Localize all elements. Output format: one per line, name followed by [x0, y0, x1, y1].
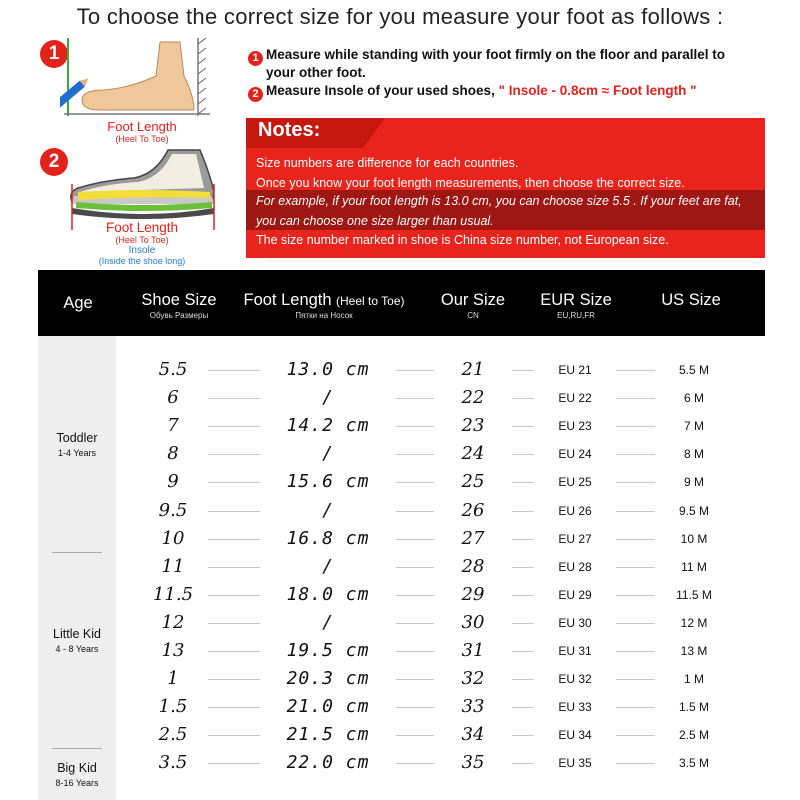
- instruction-1-line2: your other foot.: [266, 65, 366, 80]
- header-age: Age: [63, 294, 93, 312]
- us-size-cell: 7 M: [683, 419, 704, 434]
- note-line-1: Size numbers are difference for each countries.: [256, 156, 519, 170]
- insole-label: Insole: [128, 245, 156, 256]
- note-line-4: you can choose one size larger than usual.: [256, 214, 494, 228]
- row-dash-line: [512, 482, 534, 483]
- cn-size-cell: 27: [461, 527, 485, 549]
- eu-size-cell: EU 22: [558, 391, 592, 406]
- heel-to-toe-label-2: (Heel To Toe): [115, 235, 169, 245]
- header-our-size-sub: CN: [467, 311, 479, 320]
- row-dash-line: [208, 595, 260, 596]
- row-dash-line: [616, 370, 655, 371]
- eu-size-cell: EU 26: [558, 503, 592, 518]
- row-dash-line: [512, 763, 534, 764]
- row-dash-line: [208, 511, 260, 512]
- row-dash-line: [208, 763, 260, 764]
- row-dash-line: [208, 398, 260, 399]
- row-dash-line: [396, 651, 434, 652]
- foot-length-cell: /: [322, 499, 334, 521]
- header-us-size: US Size: [661, 291, 721, 309]
- us-size-cell: 13 M: [680, 644, 708, 658]
- foot-length-cell: 18.0 cm: [286, 583, 370, 605]
- header-eur-size-sub: EU,RU,FR: [557, 311, 595, 320]
- note-line-2: Once you know your foot length measurements, then choose the correct size.: [256, 176, 685, 190]
- foot-length-cell: /: [322, 443, 334, 465]
- shoe-size-cell: 9.5: [158, 499, 188, 521]
- cn-size-cell: 22: [461, 387, 485, 409]
- table-row: [116, 525, 765, 553]
- instruction-2-formula: " Insole - 0.8cm ≈ Foot length ": [498, 83, 697, 98]
- header-eur-size-label: EUR Size: [540, 291, 612, 309]
- row-dash-line: [396, 511, 434, 512]
- row-dash-line: [616, 763, 655, 764]
- header-foot-length-sub: Пятки на Носок: [295, 311, 353, 320]
- eu-size-cell: EU 24: [558, 447, 592, 462]
- age-divider: [52, 748, 102, 749]
- eu-size-cell: EU 35: [558, 756, 592, 771]
- foot-length-label-2: Foot Length: [105, 220, 179, 235]
- shoe-size-cell: 11: [161, 555, 185, 577]
- eu-size-cell: EU 25: [558, 475, 592, 490]
- row-dash-line: [512, 623, 534, 624]
- cn-size-cell: 29: [461, 583, 485, 605]
- foot-length-cell: /: [322, 387, 334, 409]
- age-group-name: Little Kid: [53, 627, 101, 641]
- table-row: [116, 665, 765, 693]
- us-size-cell: 5.5 M: [678, 363, 709, 377]
- foot-length-cell: 16.8 cm: [286, 527, 370, 549]
- us-size-cell: 3.5 M: [678, 756, 709, 771]
- row-dash-line: [616, 482, 655, 483]
- age-group-name: Toddler: [56, 431, 98, 445]
- shoe-size-cell: 13: [161, 640, 185, 661]
- cn-size-cell: 28: [461, 555, 485, 577]
- us-size-cell: 6 M: [683, 391, 704, 406]
- foot-length-cell: 21.5 cm: [286, 724, 370, 746]
- header-shoe-size-sub: Обувь Размеры: [149, 311, 209, 320]
- table-row: [116, 356, 765, 384]
- insole-illustration: [64, 144, 224, 230]
- row-dash-line: [396, 567, 434, 568]
- header-foot-length-label: Foot Length: [243, 291, 332, 309]
- row-dash-line: [512, 679, 534, 680]
- row-dash-line: [208, 735, 260, 736]
- row-dash-line: [208, 679, 260, 680]
- cn-size-cell: 34: [461, 724, 485, 746]
- cn-size-cell: 23: [461, 415, 485, 437]
- row-dash-line: [396, 370, 434, 371]
- shoe-size-cell: 1.5: [158, 696, 188, 718]
- foot-length-cell: 15.6 cm: [286, 471, 370, 493]
- row-dash-line: [396, 623, 434, 624]
- us-size-cell: 9 M: [683, 475, 704, 490]
- age-group-years: 4 - 8 Years: [55, 644, 99, 654]
- foot-shape: [82, 42, 194, 110]
- heel-to-toe-label-1: (Heel To Toe): [115, 134, 169, 144]
- eu-size-cell: EU 32: [558, 672, 592, 687]
- table-row: [116, 637, 765, 665]
- row-dash-line: [208, 651, 260, 652]
- foot-length-cell: 21.0 cm: [286, 696, 370, 718]
- age-divider: [52, 552, 102, 553]
- foot-measure-illustration: [60, 36, 220, 120]
- row-dash-line: [396, 735, 434, 736]
- row-dash-line: [208, 482, 260, 483]
- us-size-cell: 10 M: [680, 531, 708, 546]
- row-dash-line: [396, 482, 434, 483]
- row-dash-line: [512, 426, 534, 427]
- row-dash-line: [616, 567, 655, 568]
- row-dash-line: [616, 707, 655, 708]
- notes-tab-slant: [363, 118, 385, 148]
- age-group-little-kid: [38, 627, 116, 654]
- us-size-cell: 2.5 M: [678, 728, 709, 743]
- row-dash-line: [512, 539, 534, 540]
- step-1-badge: 1: [40, 40, 68, 68]
- row-dash-line: [396, 763, 434, 764]
- foot-length-cell: 14.2 cm: [286, 415, 370, 437]
- notes-label: Notes:: [246, 118, 364, 148]
- instruction-1-badge: 1: [248, 51, 263, 66]
- row-dash-line: [512, 454, 534, 455]
- table-row: [116, 384, 765, 412]
- row-dash-line: [208, 454, 260, 455]
- row-dash-line: [616, 679, 655, 680]
- eu-size-cell: EU 29: [558, 587, 592, 602]
- row-dash-line: [208, 567, 260, 568]
- instruction-1-line1: [248, 46, 725, 66]
- row-dash-line: [512, 595, 534, 596]
- table-row: [116, 581, 765, 609]
- us-size-cell: 12 M: [680, 615, 708, 630]
- row-dash-line: [512, 735, 534, 736]
- row-dash-line: [512, 567, 534, 568]
- eu-size-cell: EU 33: [558, 700, 592, 715]
- cn-size-cell: 21: [461, 359, 485, 380]
- foot-length-cell: 13.0 cm: [286, 359, 370, 380]
- note-line-3: For example, if your foot length is 13.0 cm, you can choose size 5.5 . If your feet are fat,: [256, 194, 742, 208]
- row-dash-line: [396, 707, 434, 708]
- us-size-cell: 1 M: [683, 672, 704, 687]
- row-dash-line: [512, 651, 534, 652]
- eu-size-cell: EU 28: [558, 559, 592, 574]
- shoe-size-cell: 6: [167, 387, 179, 409]
- cn-size-cell: 24: [461, 443, 485, 465]
- shoe-size-cell: 8: [167, 443, 179, 465]
- shoe-size-cell: 5.5: [158, 359, 188, 380]
- eu-size-cell: EU 21: [558, 363, 592, 377]
- cn-size-cell: 32: [461, 668, 485, 690]
- us-size-cell: 1.5 M: [678, 700, 709, 715]
- eu-size-cell: EU 34: [558, 728, 592, 743]
- shoe-size-cell: 10: [161, 527, 185, 549]
- foot-length-cell: 19.5 cm: [286, 640, 370, 661]
- cn-size-cell: 35: [461, 752, 485, 774]
- shoe-size-cell: 1: [167, 668, 179, 690]
- instruction-1-text: Measure while standing with your foot firmly on the floor and parallel to: [266, 47, 726, 62]
- shoe-size-cell: 7: [167, 415, 179, 437]
- foot-length-label-1: Foot Length: [107, 119, 177, 134]
- header-our-size-label: Our Size: [440, 291, 506, 309]
- header-shoe-size: [132, 291, 226, 320]
- table-row: [116, 440, 765, 468]
- table-row: [116, 749, 765, 777]
- shoe-size-cell: 2.5: [158, 724, 188, 746]
- age-group-years: 8-16 Years: [55, 778, 99, 788]
- instruction-2: [248, 82, 697, 102]
- age-group-years: 1-4 Years: [57, 448, 97, 458]
- row-dash-line: [616, 511, 655, 512]
- row-dash-line: [616, 623, 655, 624]
- table-row: [116, 497, 765, 525]
- page-title: To choose the correct size for you measure your foot as follows :: [76, 4, 724, 29]
- row-dash-line: [616, 539, 655, 540]
- row-dash-line: [396, 595, 434, 596]
- row-dash-line: [616, 651, 655, 652]
- table-row: [116, 412, 765, 440]
- header-foot-length-paren: (Heel to Toe): [336, 294, 405, 308]
- shoe-size-cell: 9: [167, 471, 179, 493]
- row-dash-line: [208, 707, 260, 708]
- shoe-size-cell: 12: [161, 611, 185, 633]
- foot-length-cell: 22.0 cm: [286, 752, 370, 774]
- row-dash-line: [208, 539, 260, 540]
- age-group-big-kid: [38, 761, 116, 788]
- eu-size-cell: EU 27: [558, 531, 592, 546]
- note-line-5: The size number marked in shoe is China size number, not European size.: [256, 233, 669, 247]
- shoe-size-cell: 11.5: [152, 583, 194, 605]
- table-row: [116, 609, 765, 637]
- instruction-2-text: Measure Insole of your used shoes,: [266, 83, 495, 98]
- shoe-size-cell: 3.5: [158, 752, 188, 774]
- cn-size-cell: 33: [461, 696, 485, 718]
- age-column: [38, 336, 116, 800]
- wall-hatch: [198, 38, 206, 114]
- table-row: [116, 693, 765, 721]
- cn-size-cell: 30: [461, 611, 485, 633]
- row-dash-line: [396, 454, 434, 455]
- table-row: [116, 553, 765, 581]
- header-eur-size: [530, 291, 622, 320]
- table-row: [116, 468, 765, 496]
- row-dash-line: [616, 735, 655, 736]
- step-2-badge: 2: [40, 148, 68, 176]
- row-dash-line: [208, 623, 260, 624]
- row-dash-line: [396, 426, 434, 427]
- row-dash-line: [616, 426, 655, 427]
- age-group-toddler: [38, 431, 116, 458]
- row-dash-line: [512, 511, 534, 512]
- row-dash-line: [512, 707, 534, 708]
- us-size-cell: 11.5 M: [676, 587, 712, 602]
- insole-note: (Inside the shoe long): [98, 256, 186, 266]
- eu-size-cell: EU 31: [558, 644, 592, 658]
- eu-size-cell: EU 23: [558, 419, 592, 434]
- foot-length-cell: /: [322, 611, 334, 633]
- header-our-size: [430, 291, 516, 320]
- cn-size-cell: 26: [461, 499, 485, 521]
- table-row: [116, 721, 765, 749]
- cn-size-cell: 31: [461, 640, 485, 661]
- row-dash-line: [616, 595, 655, 596]
- us-size-cell: 8 M: [683, 447, 704, 462]
- row-dash-line: [616, 454, 655, 455]
- foot-length-cell: /: [322, 555, 334, 577]
- row-dash-line: [396, 398, 434, 399]
- row-dash-line: [512, 370, 534, 371]
- instruction-2-badge: 2: [248, 87, 263, 102]
- header-shoe-size-label: Shoe Size: [141, 291, 217, 309]
- age-group-name: Big Kid: [57, 761, 97, 775]
- row-dash-line: [512, 398, 534, 399]
- us-size-cell: 9.5 M: [678, 503, 709, 518]
- row-dash-line: [396, 539, 434, 540]
- eu-size-cell: EU 30: [558, 615, 592, 630]
- row-dash-line: [208, 426, 260, 427]
- cn-size-cell: 25: [461, 471, 485, 493]
- foot-length-cell: 20.3 cm: [286, 668, 370, 690]
- header-foot-length: [234, 291, 414, 320]
- row-dash-line: [208, 370, 260, 371]
- row-dash-line: [616, 398, 655, 399]
- us-size-cell: 11 M: [681, 559, 707, 574]
- row-dash-line: [396, 679, 434, 680]
